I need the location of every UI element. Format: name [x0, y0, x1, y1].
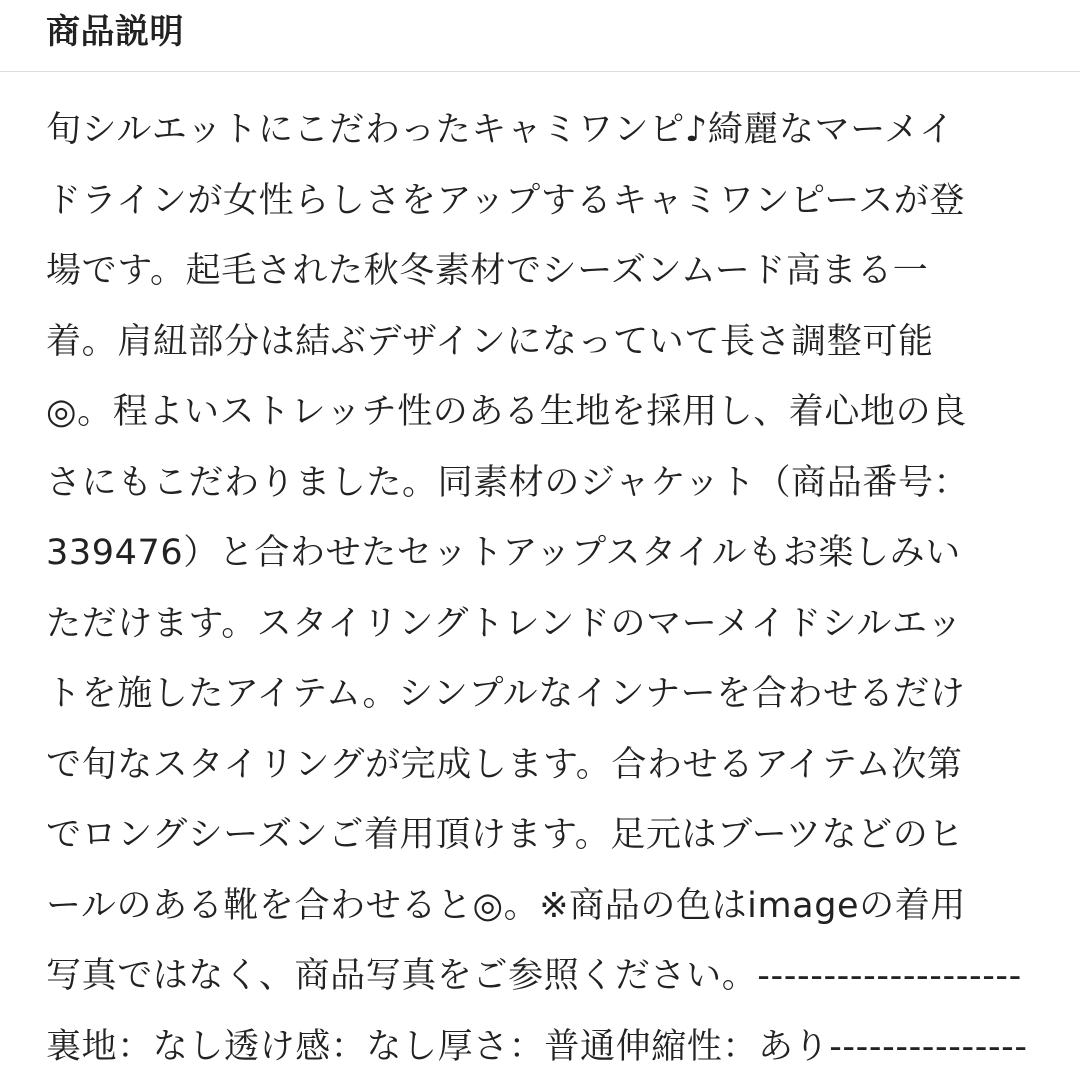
description-line: 場です。起毛された秋冬素材でシーズンムード高まる一	[46, 236, 1056, 307]
description-line: ドラインが女性らしさをアップするキャミワンピースが登	[46, 166, 1056, 237]
description-line: ただけます。スタイリングトレンドのマーメイドシルエッ	[46, 589, 1056, 660]
description-line: さにもこだわりました。同素材のジャケット（商品番号：	[46, 448, 1056, 519]
description-body	[46, 95, 1056, 1082]
description-line: ールのある靴を合わせると◎。※商品の色はimageの着用	[46, 871, 1056, 942]
description-line: ◎。程よいストレッチ性のある生地を採用し、着心地の良	[46, 377, 1056, 448]
heading-divider	[0, 71, 1080, 72]
description-line: 着。肩紐部分は結ぶデザインになっていて長さ調整可能	[46, 307, 1056, 378]
description-line: 旬シルエットにこだわったキャミワンピ♪綺麗なマーメイ	[46, 95, 1056, 166]
section-heading: 商品説明	[46, 10, 184, 54]
description-line: 裏地：なし透け感：なし厚さ：普通伸縮性：あり---------------	[46, 1012, 1056, 1082]
description-line: でロングシーズンご着用頂けます。足元はブーツなどのヒ	[46, 800, 1056, 871]
description-line: で旬なスタイリングが完成します。合わせるアイテム次第	[46, 730, 1056, 801]
description-line: トを施したアイテム。シンプルなインナーを合わせるだけ	[46, 659, 1056, 730]
description-line: 写真ではなく、商品写真をご参照ください。--------------------	[46, 941, 1056, 1012]
description-line: 339476）と合わせたセットアップスタイルもお楽しみい	[46, 518, 1056, 589]
